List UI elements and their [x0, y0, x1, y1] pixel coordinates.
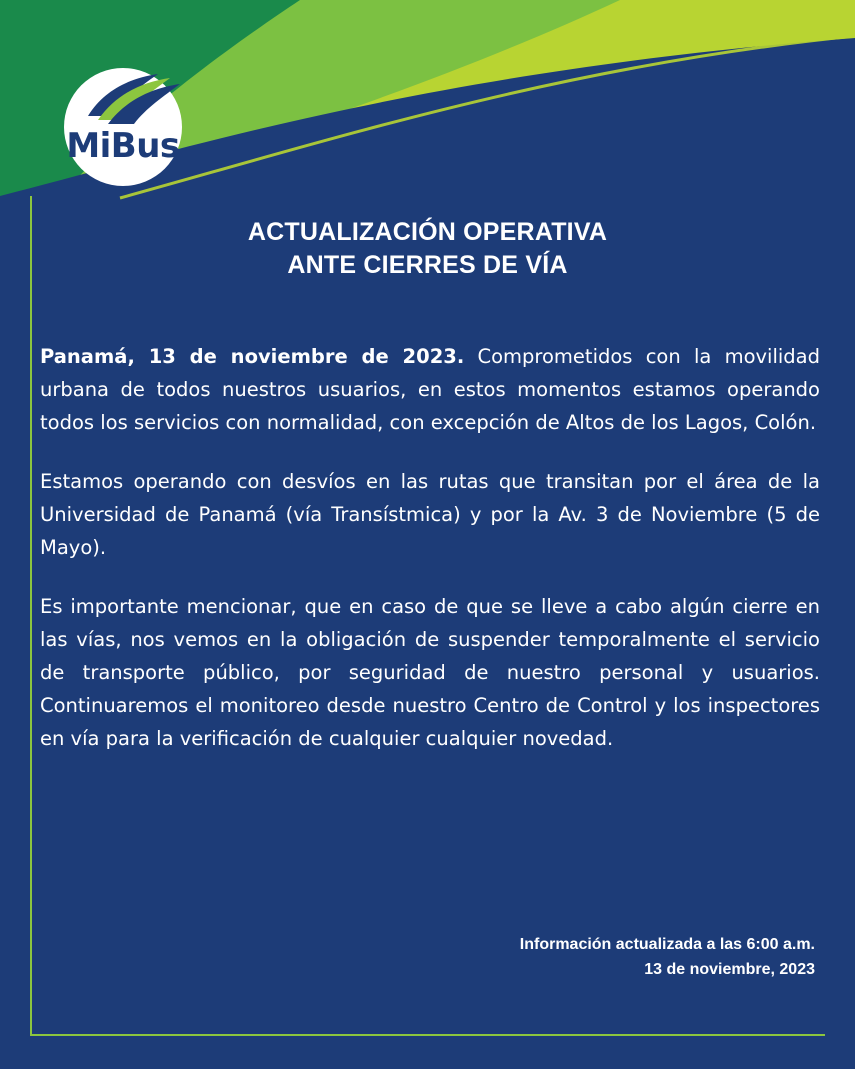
- mibus-logo-text: MiBus: [66, 126, 180, 166]
- footer-line-1: Información actualizada a las 6:00 a.m.: [519, 936, 815, 953]
- paragraph-2: Estamos operando con desvíos en las rutas que transitan por el área de la Universidad de Panamá (vía Transístmica) y por la Av. 3 de Noviembre (5 de Mayo).: [40, 470, 820, 559]
- page-title: [40, 216, 815, 282]
- dateline: Panamá, 13 de noviembre de 2023.: [40, 345, 465, 368]
- mibus-logo: [64, 68, 182, 186]
- left-accent-rule: [30, 196, 32, 1036]
- footer-line-2: 13 de noviembre, 2023: [644, 961, 815, 978]
- paragraph-3: Es importante mencionar, que en caso de que se lleve a cabo algún cierre en las vías, nos vemos en la obligación de suspender temporalmente el servicio de transporte público, por seguridad de nuestro personal y usuarios. Continuaremos el monitoreo desde nuestro Centro de Control y los inspectores en vía para la verificación de cualquier cualquier novedad.: [40, 595, 820, 750]
- bottom-accent-rule: [30, 1034, 825, 1036]
- headline-line-1: ACTUALIZACIÓN OPERATIVA: [247, 218, 608, 246]
- announcement-body: [40, 340, 820, 755]
- paragraph-1-text: Comprometidos con la movilidad urbana de todos nuestros usuarios, en estos momentos estamos operando todos los servicios con normalidad, con excepción de Altos de los Lagos, Colón.: [40, 345, 820, 434]
- mibus-swoosh-icon: [74, 70, 192, 130]
- paragraph-1: [40, 340, 820, 439]
- headline-line-2: ANTE CIERRES DE VÍA: [287, 251, 568, 279]
- footer-note: [520, 932, 815, 982]
